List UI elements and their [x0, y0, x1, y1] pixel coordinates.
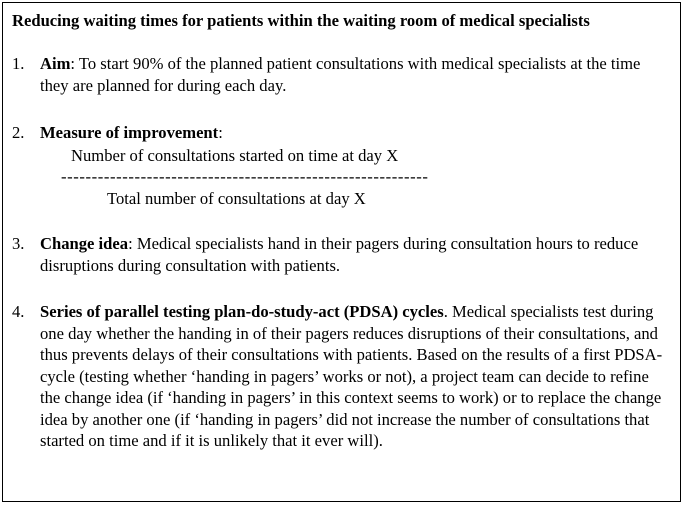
- item-number: 4.: [12, 302, 25, 321]
- item-number: 2.: [12, 123, 25, 142]
- item-lead: Measure of improvement: [40, 123, 219, 142]
- document-box: [2, 2, 681, 502]
- fraction-rule: ------------------------------------------------------------: [61, 167, 429, 186]
- item-lead: Aim: [40, 54, 71, 73]
- item-body: :: [218, 123, 223, 142]
- list-item-change-idea: [12, 233, 667, 276]
- document-title: Reducing waiting times for patients within the waiting room of medical specialists: [12, 11, 590, 30]
- fraction-denominator: Total number of consultations at day X: [107, 189, 366, 208]
- item-body: : Medical specialists hand in their pagers during consultation hours to reduce disruptions during consultation with patients.: [40, 234, 639, 275]
- item-number: 3.: [12, 234, 25, 253]
- item-number: 1.: [12, 54, 25, 73]
- item-lead: Series of parallel testing plan-do-study-act (PDSA) cycles: [40, 302, 444, 321]
- item-body: : To start 90% of the planned patient consultations with medical specialists at the time they are planned for during each day.: [40, 54, 641, 95]
- list-item-measure: [12, 122, 667, 212]
- item-text: [40, 53, 667, 96]
- item-text: [40, 233, 667, 276]
- item-lead: Change idea: [40, 234, 129, 253]
- fraction-numerator: Number of consultations started on time at day X: [71, 146, 399, 165]
- list-item-aim: [12, 53, 667, 96]
- item-text: [40, 301, 667, 452]
- list-item-pdsa: [12, 301, 667, 452]
- item-text: [40, 122, 667, 144]
- item-body: . Medical specialists test during one day whether the handing in of their pagers reduces disruptions of their consultations, and thus prevents delays of their consultations with patients. Based on the results of a first PDSA-cycle (testing whether ‘handing in pagers’ works or not), a project team can decide to refine the change idea (if ‘handing in pagers’ in this context seems to work) or to replace the change idea by another one (if ‘handing in pagers’ did not increase the number of consultations that started on time and if it is unlikely that it ever will).: [40, 302, 663, 450]
